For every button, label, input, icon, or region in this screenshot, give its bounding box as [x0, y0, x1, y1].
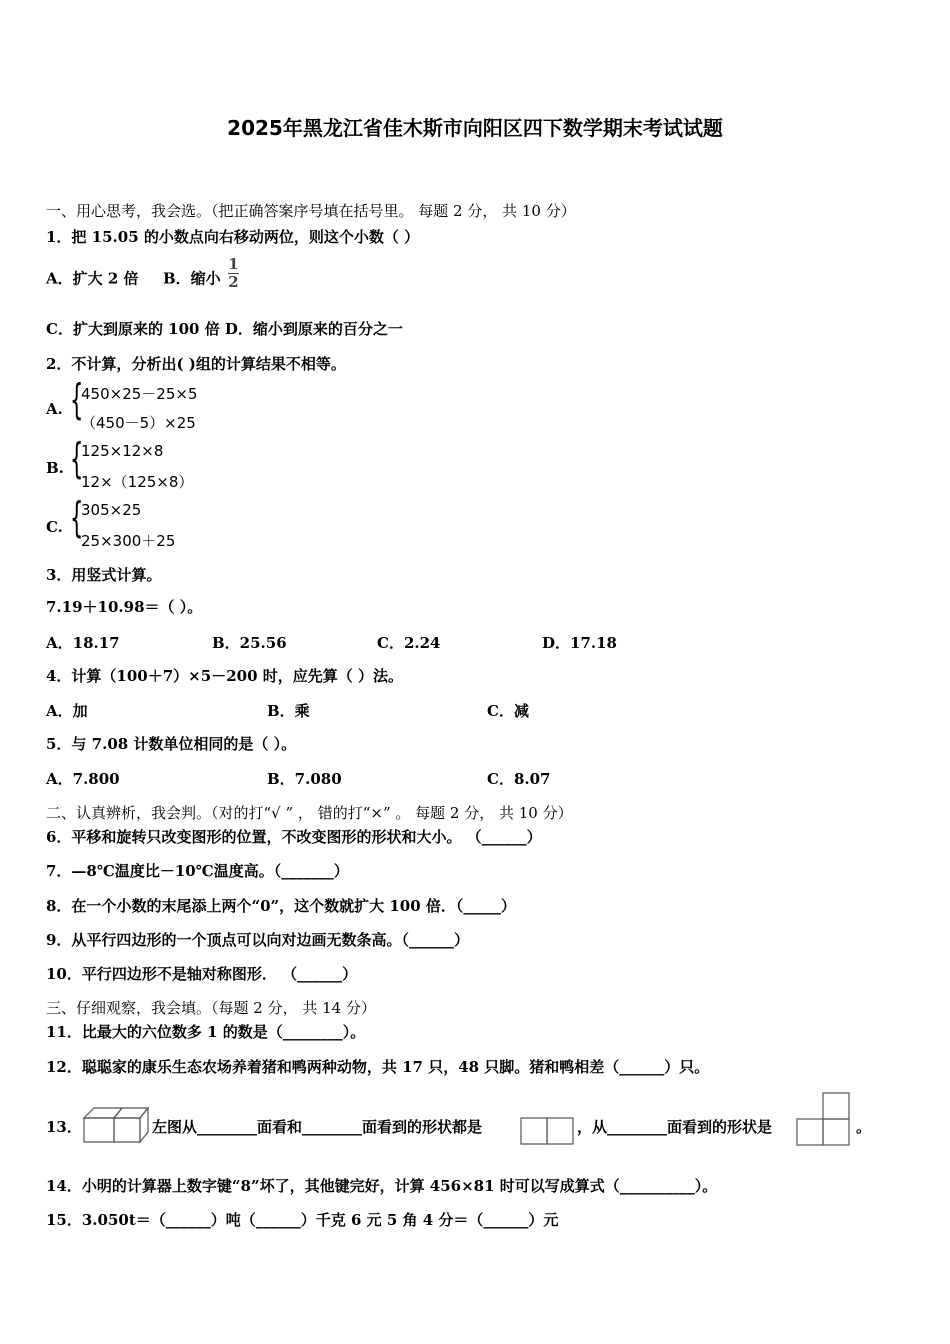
question-10: 10．平行四边形不是轴对称图形． （______） [46, 965, 358, 983]
q3-option-d: D．17.18 [542, 634, 617, 652]
question-8: 8．在一个小数的末尾添上两个“0”，这个数就扩大 100 倍．（_____） [46, 897, 516, 915]
brace-icon: { [70, 493, 84, 542]
section-1-heading: 一、用心思考，我会选。（把正确答案序号填在括号里。 每题 2 分， 共 10 分） [46, 202, 576, 220]
q5-option-c: C．8.07 [487, 770, 551, 788]
question-15: 15．3.050t＝（______）吨（______）千克 6 元 5 角 4 分＝（______）元 [46, 1211, 559, 1229]
question-1-options-ab [46, 255, 239, 296]
question-4-stem: 4．计算（100＋7）×5－200 时，应先算（ ）法。 [46, 667, 403, 685]
q3-option-b: B．25.56 [212, 634, 287, 652]
question-13-part1: 左图从________面看和________面看到的形状都是 [152, 1118, 483, 1136]
q4-option-a: A．加 [46, 702, 88, 720]
question-9: 9．从平行四边形的一个顶点可以向对边画无数条高。（______） [46, 931, 469, 949]
q5-option-b: B．7.080 [267, 770, 342, 788]
q3-option-c: C．2.24 [377, 634, 441, 652]
question-5-stem: 5．与 7.08 计数单位相同的是（ ）。 [46, 735, 297, 753]
question-3-expression: 7.19＋10.98＝（ ）。 [46, 598, 203, 616]
question-13-end: 。 [856, 1118, 872, 1136]
brace-icon: { [70, 375, 84, 424]
question-1-options-cd: C．扩大到原来的 100 倍 D．缩小到原来的百分之一 [46, 320, 403, 338]
q4-option-b: B．乘 [267, 702, 310, 720]
question-12: 12．聪聪家的康乐生态农场养着猪和鸭两种动物，共 17 只，48 只脚。猪和鸭相差（______）只。 [46, 1058, 710, 1076]
l-shape-view-shape [796, 1092, 852, 1146]
section-2-heading: 二、认真辨析，我会判。（对的打“√ ” ， 错的打“×” 。 每题 2 分， 共 10 分） [46, 804, 573, 822]
question-2-stem: 2．不计算，分析出( )组的计算结果不相等。 [46, 355, 346, 373]
q3-option-a: A．18.17 [46, 634, 120, 652]
section-3-heading: 三、仔细观察，我会填。（每题 2 分， 共 14 分） [46, 999, 376, 1017]
question-7: 7．—8℃温度比－10℃温度高。（_______） [46, 862, 349, 880]
question-13-number: 13． [46, 1118, 82, 1136]
question-13-part2: ，从________面看到的形状是 [577, 1118, 773, 1136]
q1-option-a: A．扩大 2 倍 [46, 269, 139, 288]
question-1-stem: 1．把 15.05 的小数点向右移动两位，则这个小数（ ） [46, 228, 420, 246]
question-11: 11．比最大的六位数多 1 的数是（________）。 [46, 1023, 366, 1041]
one-half-fraction: $\frac{1}{2}$ [228, 255, 239, 291]
two-square-view-shape [520, 1117, 574, 1145]
brace-icon: { [70, 434, 84, 483]
question-6: 6．平移和旋转只改变图形的位置，不改变图形的形状和大小。 （______） [46, 828, 542, 846]
cube-stack-figure [82, 1104, 150, 1146]
page-title: 2025年黑龙江省佳木斯市向阳区四下数学期末考试试题 [227, 116, 723, 140]
question-14: 14．小明的计算器上数字键“8”坏了，其他键完好，计算 456×81 时可以写成算式（__________）。 [46, 1177, 718, 1195]
q1-option-b: B．缩小 [163, 269, 221, 288]
q4-option-c: C．减 [487, 702, 529, 720]
question-3-stem: 3．用竖式计算。 [46, 566, 162, 584]
q5-option-a: A．7.800 [46, 770, 120, 788]
